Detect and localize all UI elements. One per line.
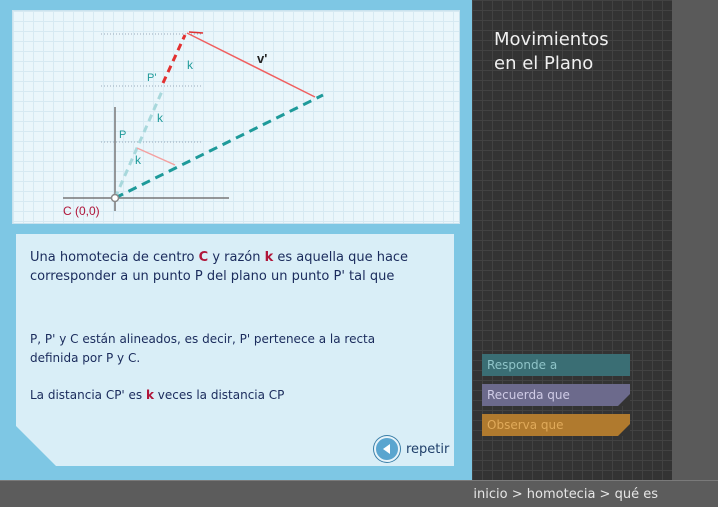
definition-card [16,234,454,466]
app-title [494,28,664,76]
breadcrumb [473,487,658,502]
button-corner [618,424,630,436]
observa-button[interactable] [482,414,630,436]
repeat-button[interactable] [374,436,449,462]
definition-paragraph [30,248,440,286]
text-segment: veces la distancia CP [153,388,285,402]
diagram-card [12,10,460,224]
text-segment: es aquella que hace corresponder a un punto P del plano un punto P' tal que [30,250,409,284]
responde-button[interactable] [482,354,630,376]
breadcrumb-homotecia[interactable]: homotecia [526,487,596,502]
label-origin: C (0,0) [63,204,100,218]
vector-vprime [187,33,315,97]
segment-p [137,148,175,165]
line-pprime-top [163,35,185,83]
label-p-prime: P' [147,72,157,84]
breadcrumb-inicio[interactable]: inicio [473,487,508,502]
button-corner [618,394,630,406]
rewind-icon[interactable] [374,436,400,462]
card-fold-corner [16,426,56,466]
label-p: P [119,129,127,141]
homothety-diagram [13,11,459,223]
right-strip [672,0,718,480]
text-segment: La distancia CP' es [30,388,146,402]
origin-point [112,195,119,202]
recuerda-label[interactable]: Recuerda que [487,388,570,402]
label-k-top: k [187,58,193,72]
label-k-low: k [135,153,141,167]
line-c-vprime [115,95,323,198]
responde-label[interactable]: Responde a [487,358,558,372]
tick-top [189,32,203,33]
breadcrumb-separator: > [507,487,527,502]
text-segment: y razón [208,250,265,265]
line-c-p [115,89,163,198]
label-v-prime: v' [257,51,268,66]
alignment-paragraph: P, P' y C están alineados, es decir, P' pertenece a la recta definida por P y C. [30,332,376,365]
breadcrumb-separator: > [595,487,615,502]
label-k-mid: k [157,111,163,125]
repeat-label[interactable]: repetir [406,441,450,457]
recuerda-button[interactable] [482,384,630,406]
title-line-1: Movimientos [494,29,609,50]
highlight-ratio: k [146,388,154,402]
highlight-center: C [198,250,209,265]
bottom-bar [0,480,718,507]
breadcrumb-que-es: qué es [614,487,658,502]
distance-paragraph [30,386,430,405]
observa-label[interactable]: Observa que [487,418,564,432]
title-line-2: en el Plano [494,53,594,74]
highlight-ratio: k [264,250,274,265]
text-segment: Una homotecia de centro [30,250,199,265]
